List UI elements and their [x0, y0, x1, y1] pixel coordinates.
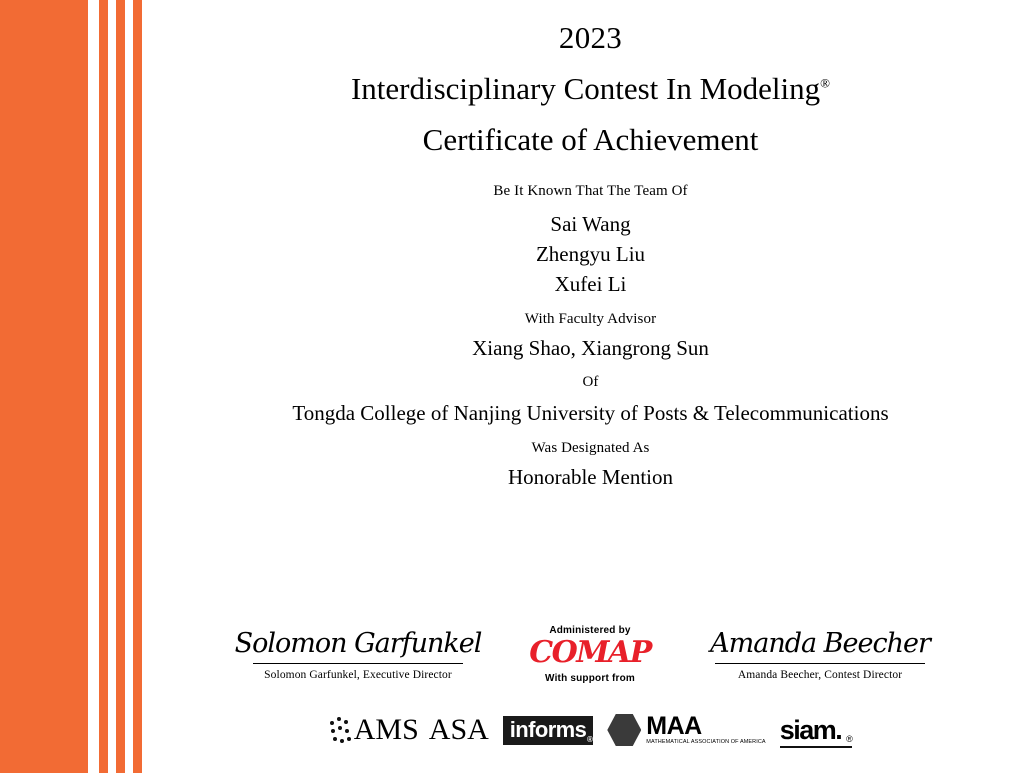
team-member: Xufei Li: [554, 271, 627, 296]
signature-script-left: Solomon Garfunkel: [234, 628, 482, 659]
informs-wordmark: [503, 716, 593, 745]
orange-bar-thin-2: [116, 0, 125, 773]
sponsor-logo-maa: [607, 712, 765, 748]
maa-wordmark: [646, 714, 765, 746]
siam-wordmark: [780, 715, 852, 746]
ams-wordmark: AMS: [353, 713, 419, 746]
asa-wordmark: ASA: [428, 713, 489, 746]
contest-title-text: Interdisciplinary Contest In Modeling: [350, 70, 821, 106]
sponsor-logo-siam: [780, 712, 852, 748]
comap-logo: COMAP: [529, 635, 651, 670]
certificate-heading: Certificate of Achievement: [422, 122, 759, 158]
sponsor-logo-informs: [503, 712, 593, 748]
contest-title: [150, 70, 1031, 106]
ams-dots-icon: [330, 717, 352, 743]
team-member: Zhengyu Liu: [535, 241, 646, 266]
siam-registered-icon: ®: [846, 733, 852, 744]
administered-by-label: Administered by: [549, 625, 631, 636]
team-member: Sai Wang: [550, 211, 631, 236]
signature-caption-right: Amanda Beecher, Contest Director: [737, 669, 903, 681]
signature-rule-left: [253, 663, 463, 664]
advisor-label: With Faculty Advisor: [524, 310, 657, 327]
team-label: Be It Known That The Team Of: [493, 182, 688, 199]
signature-block-right: [680, 625, 960, 681]
signature-caption-left: Solomon Garfunkel, Executive Director: [264, 669, 452, 681]
sponsor-logo-strip: [150, 705, 1031, 755]
signature-rule-right: [715, 663, 925, 664]
orange-bar-thin-3: [133, 0, 142, 773]
maa-hexagon-icon: [607, 713, 641, 747]
maa-text: MAA: [646, 712, 702, 741]
orange-bar-wide: [0, 0, 88, 773]
signature-script-right: Amanda Beecher: [710, 628, 930, 659]
of-label: Of: [582, 373, 599, 390]
institution-name: Tongda College of Nanjing University of Posts & Telecommunications: [292, 400, 889, 425]
award-designation: Honorable Mention: [507, 465, 674, 490]
decorative-bar-group: [0, 0, 150, 773]
faculty-advisors: Xiang Shao, Xiangrong Sun: [472, 335, 709, 360]
siam-text: siam.: [779, 714, 842, 745]
informs-registered-icon: ®: [586, 734, 593, 744]
informs-text: informs: [509, 716, 587, 742]
registered-trademark-icon: ®: [820, 75, 831, 91]
sponsor-logo-asa: [428, 712, 489, 748]
siam-underline: [780, 746, 852, 748]
designation-label: Was Designated As: [531, 440, 650, 457]
certificate-body: [150, 0, 1031, 773]
administration-block: [500, 625, 680, 684]
team-member-list: [150, 209, 1031, 299]
sponsor-logo-ams: [330, 712, 419, 748]
signature-block-left: [218, 625, 498, 681]
certificate-year: 2023: [558, 20, 623, 55]
support-from-label: With support from: [545, 672, 635, 684]
orange-bar-thin-1: [99, 0, 108, 773]
maa-subtitle: MATHEMATICAL ASSOCIATION OF AMERICA: [646, 739, 766, 746]
